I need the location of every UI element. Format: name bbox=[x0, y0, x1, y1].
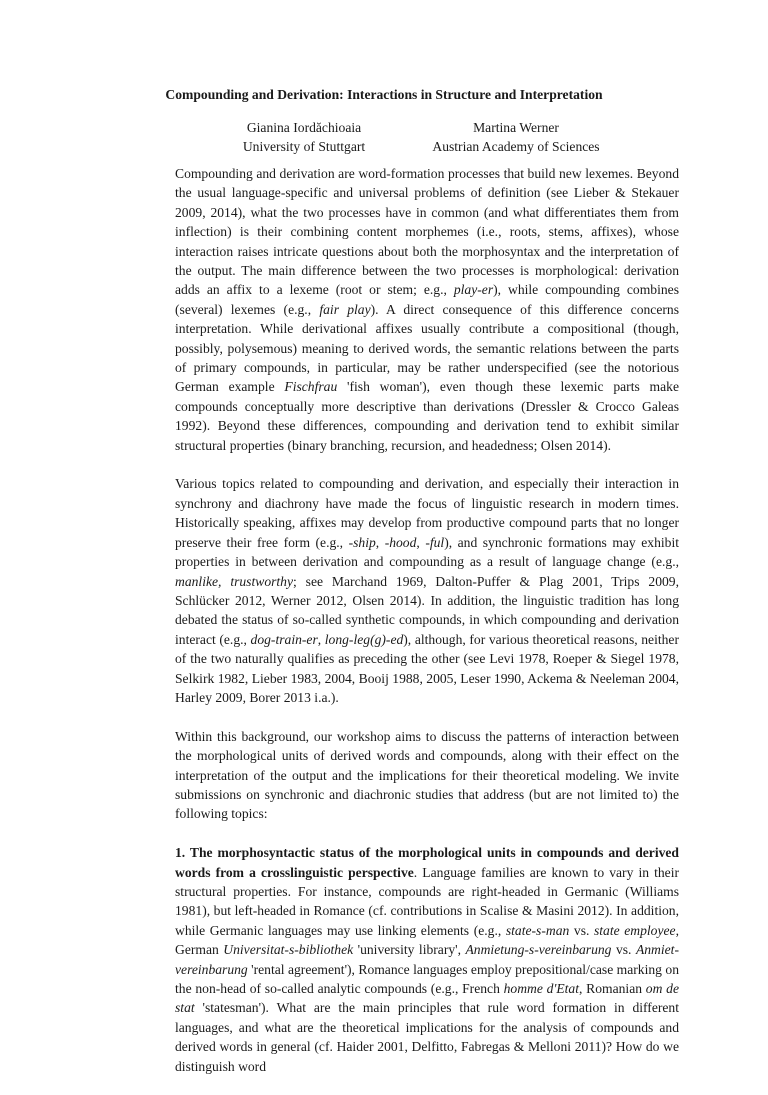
text-run: vs. bbox=[569, 922, 594, 938]
italic-term: -ful bbox=[425, 534, 445, 550]
paragraph bbox=[175, 843, 679, 1076]
text-run: . Language families are known to vary in their structural properties. For instance, compounds are right-headed in Germanic (Williams 1981), but left-headed in Romance (cf. contributions in Scalise & Masini 2012). In addition, while Germanic languages may use linking elements (e.g., bbox=[175, 864, 680, 938]
italic-term: -ship bbox=[348, 534, 376, 550]
italic-term: Anmietung-s-vereinbarung bbox=[465, 942, 612, 958]
text-run: ), while compounding combines (several) lexemes (e.g., bbox=[175, 282, 679, 317]
italic-term: Anmiet-vereinbarung bbox=[175, 942, 679, 977]
text-run: 'rental agreement'), Romance languages employ prepositional/case marking on the non-head of so-called analytic compounds (e.g., French bbox=[175, 961, 679, 997]
author-name: Gianina Iordăchioaia bbox=[246, 120, 362, 135]
text-run: ; see Marchand 1969, Dalton-Puffer & Plag 2001, Trips 2009, Schlücker 2012, Werner 2012, Olsen 2014). In addition, the linguistic tradition has long debated the status of so-called synthetic compounds, in which compounding and derivation interact (e.g., bbox=[175, 573, 679, 647]
author-name: Martina Werner bbox=[473, 120, 559, 135]
italic-term: homme d'Etat bbox=[503, 981, 579, 997]
text-run: ). A direct consequence of this difference concerns interpretation. While derivational affixes usually contribute a compositional (though, possibly, polysemous) meaning to derived words, the semantic relations between the parts of primary compounds, in particular, may be rather underspecified (see the notorious German example bbox=[175, 301, 679, 395]
italic-term: om de stat bbox=[175, 981, 679, 1016]
text-run: ), although, for various theoretical reasons, neither of the two naturally qualifies as preceding the other (see Levi 1978, Roeper & Siegel 1978, Selkirk 1982, Lieber 1983, 2004, Booij 1988, 2005, Leser 1990, Ackema & Neeleman 2004, Harley 2009, Borer 2013 i.a.). bbox=[175, 631, 679, 705]
text-run: , bbox=[375, 534, 385, 550]
italic-term: state employee bbox=[593, 922, 676, 938]
italic-term: manlike, trustworthy bbox=[175, 573, 294, 589]
italic-term: long-leg(g)-ed bbox=[324, 631, 404, 647]
bold-heading: 1. The morphosyntactic status of the morphological units in compounds and derived words from a crosslinguistic perspective bbox=[175, 845, 679, 880]
text-run: ), and synchronic formations may exhibit properties in between derivation and compounding as a result of language change (e.g., bbox=[175, 534, 679, 570]
text-run: vs. bbox=[611, 942, 636, 958]
author-2 bbox=[416, 119, 616, 156]
italic-term: Fischfrau bbox=[284, 379, 338, 395]
italic-term: state-s-man bbox=[505, 922, 570, 938]
italic-term: Universitat-s-bibliothek bbox=[223, 942, 354, 958]
author-1 bbox=[230, 119, 378, 156]
italic-term: play-er bbox=[453, 282, 494, 298]
author-block bbox=[0, 119, 768, 159]
document-body bbox=[175, 164, 679, 1095]
text-run: , bbox=[317, 631, 325, 647]
text-run: 'university library', bbox=[353, 942, 466, 958]
text-run: 'fish woman'), even though these lexemic parts make compounds conceptually more descriptive than derivations (Dressler & Crocco Galeas 1992). Beyond these differences, compounding and derivation tend to exhibit similar structural properties (binary branching, recursion, and headedness; Olsen 2014). bbox=[175, 379, 679, 453]
text-run: Within this background, our workshop aims to discuss the patterns of interaction between the morphological units of derived words and compounds, along with their effect on the interpretation of the output and the implications for their theoretical modeling. We invite submissions on synchronic and diachronic studies that address (but are not limited to) the following topics: bbox=[175, 728, 679, 822]
paragraph bbox=[175, 727, 679, 824]
paragraph bbox=[175, 164, 679, 455]
paragraph bbox=[175, 474, 679, 707]
italic-term: fair play bbox=[319, 301, 371, 317]
author-affiliation: Austrian Academy of Sciences bbox=[432, 138, 600, 154]
text-run: , bbox=[416, 534, 426, 550]
italic-term: dog-train-er bbox=[250, 631, 318, 647]
italic-term: -hood bbox=[384, 534, 417, 550]
text-run: , Romanian bbox=[579, 981, 646, 997]
text-run: Compounding and derivation are word-formation processes that build new lexemes. Beyond the usual language-specific and universal problems of definition (see Lieber & Stekauer 2009, 2014), what the two processes have in common (and what differentiates them from inflection) is their combining content morphemes (i.e., roots, stems, affixes), whose interaction raises intricate questions about both the morphosyntax and the interpretation of the output. The main difference between the two processes is morphological: derivation adds an affix to a lexeme (root or stem; e.g., bbox=[175, 166, 679, 298]
text-run: 'statesman'). What are the main principles that rule word formation in different languages, and what are the theoretical implications for the analysis of compounds and derived words in general (cf. Haider 2001, Delfitto, Fabregas & Melloni 2011)? How do we distinguish word bbox=[175, 1000, 679, 1074]
text-run: , German bbox=[175, 922, 679, 958]
text-run: Various topics related to compounding and derivation, and especially their interaction in synchrony and diachrony have made the focus of linguistic research in modern times. Historically speaking, affixes may develop from productive compound parts that no longer preserve their free form (e.g., bbox=[175, 476, 679, 550]
author-affiliation: University of Stuttgart bbox=[242, 138, 366, 154]
document-title: Compounding and Derivation: Interactions in Structure and Interpretation bbox=[165, 87, 603, 102]
